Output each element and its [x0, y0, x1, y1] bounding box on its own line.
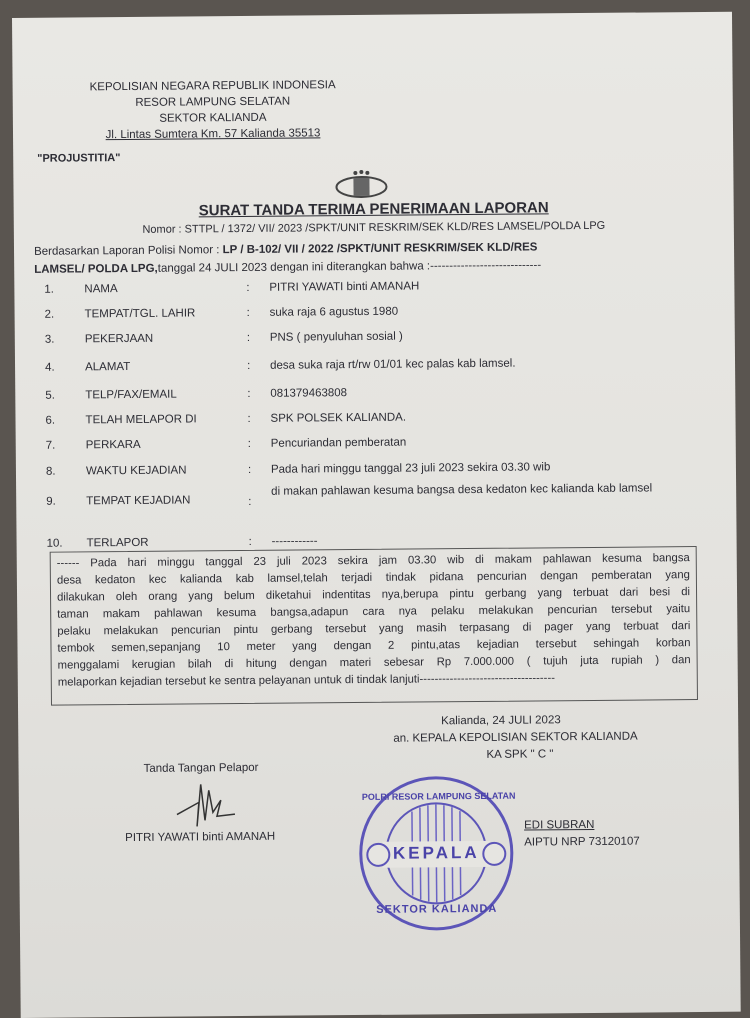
official-rank: AIPTU NRP 73120107 — [524, 835, 640, 849]
reporter-signature-icon — [169, 780, 239, 829]
field-row — [45, 409, 705, 437]
narrative-line: melaporkan kejadian tersebut ke sentra pelayanan untuk di tindak lanjuti------------------------------------ — [57, 672, 556, 689]
field-colon: : — [247, 463, 252, 476]
field-number: 5. — [45, 389, 55, 402]
field-value: PNS ( penyuluhan sosial ) — [269, 330, 403, 344]
field-value: di makan pahlawan kesuma bangsa desa kedaton kec kalianda kab lamsel — [271, 482, 653, 498]
field-value: Pencuriandan pemberatan — [270, 436, 407, 450]
narrative-line: desa kedaton kec kalianda kab lamsel,telah terjadi tindak pidana pencurian dengan pemberatan yang — [56, 569, 690, 587]
field-colon: : — [248, 535, 252, 548]
narrative-line: dilakukan oleh orang yang belum diketahui indentitas nya,berupa pintu gerbang yang terbuat dari besi di — [57, 586, 691, 604]
header-line2: RESOR LAMPUNG SELATAN — [135, 95, 291, 109]
document-number: Nomor : STTPL / 1372/ VII/ 2023 /SPKT/UNIT RESKRIM/SEK KLD/RES LAMSEL/POLDA LPG — [142, 219, 606, 236]
report-number: LP / B-102/ VII / 2022 /SPKT/UNIT RESKRIM/SEK KLD/RES — [222, 241, 538, 257]
field-value: Pada hari minggu tanggal 23 juli 2023 sekira 03.30 wib — [270, 461, 551, 476]
field-number: 4. — [45, 361, 55, 374]
field-label: TERLAPOR — [86, 536, 149, 550]
sign-place-date: Kalianda, 24 JULI 2023 — [441, 714, 561, 728]
field-label: WAKTU KEJADIAN — [85, 464, 187, 478]
report-document — [12, 12, 741, 1018]
intro-prefix: Berdasarkan Laporan Polisi Nomor : — [33, 244, 223, 258]
narrative-line: menggalami kerugian bilah di hitung dengan materi sebesar Rp 7.000.000 ( tujuh juta rupiah ) dan — [57, 654, 691, 672]
field-value: 081379463808 — [270, 387, 348, 400]
field-row — [46, 482, 706, 516]
stamp-center-text: KEPALA — [392, 842, 480, 863]
field-label: TEMPAT/TGL. LAHIR — [84, 307, 196, 321]
field-label: PERKARA — [85, 438, 141, 452]
field-label: TEMPAT KEJADIAN — [86, 494, 191, 508]
field-number: 1. — [44, 283, 55, 296]
document-title: SURAT TANDA TERIMA PENERIMAAN LAPORAN — [198, 199, 549, 220]
narrative-line: tembok semen,sepanjang 10 meter yang dengan 2 pintu,atas kejadian tersebut sehingah korban — [57, 637, 691, 655]
field-row — [46, 434, 706, 462]
narrative-line: ------ Pada hari minggu tanggal 23 juli 2023 sekira jam 03.30 wib di makam pahlawan kesuma bangsa — [56, 552, 690, 570]
intro-line2 — [34, 259, 541, 275]
official-name: EDI SUBRAN — [524, 818, 595, 832]
field-colon: : — [246, 281, 250, 294]
sign-position: KA SPK " C " — [486, 748, 554, 761]
field-number: 8. — [45, 465, 56, 478]
field-colon: : — [248, 495, 252, 508]
narrative-line: taman makam pahlawan kesuma bangsa,adapun cara nya pelaku melakukan pencurian tersebut yaitu — [57, 603, 691, 621]
field-colon: : — [246, 306, 250, 319]
field-row — [45, 328, 705, 356]
stamp-top-text: POLRI RESOR LAMPUNG SELATAN — [361, 790, 516, 802]
field-colon: : — [247, 437, 251, 450]
field-row — [45, 303, 705, 331]
field-value: PITRI YAWATI binti AMANAH — [269, 280, 420, 294]
field-label: TELP/FAX/EMAIL — [85, 388, 177, 402]
field-row — [45, 356, 705, 384]
field-number: 3. — [44, 333, 55, 346]
narrative-box — [50, 546, 698, 706]
header-address: Jl. Lintas Sumtera Km. 57 Kalianda 35513 — [105, 127, 321, 142]
field-label: TELAH MELAPOR DI — [85, 413, 197, 427]
projustitia: "PROJUSTITIA" — [37, 152, 121, 165]
narrative-line: pelaku melakukan pencurian pintu gerbang tersebut yang masih terpasang di pager yang terbuat dari — [57, 620, 691, 638]
field-row — [44, 278, 704, 306]
field-label: NAMA — [84, 283, 118, 296]
field-value: desa suka raja rt/rw 01/01 kec palas kab lamsel. — [269, 357, 516, 372]
field-label: ALAMAT — [84, 360, 131, 374]
field-number: 10. — [46, 537, 63, 550]
field-row — [45, 384, 705, 412]
official-stamp — [359, 776, 514, 931]
field-label: PEKERJAAN — [84, 332, 154, 346]
intro-suffix: tanggal 24 JULI 2023 dengan ini diterangkan bahwa :----------------------------- — [157, 259, 542, 275]
field-colon: : — [246, 359, 251, 372]
police-emblem-icon — [333, 169, 389, 199]
field-value: ------------ — [271, 535, 318, 548]
intro-line1 — [34, 241, 538, 257]
report-number-cont: LAMSEL/ POLDA LPG, — [34, 262, 158, 276]
header-line1: KEPOLISIAN NEGARA REPUBLIK INDONESIA — [89, 79, 336, 94]
field-value: SPK POLSEK KALIANDA. — [270, 411, 407, 425]
field-number: 6. — [45, 414, 56, 427]
field-number: 2. — [44, 308, 55, 321]
sign-on-behalf: an. KEPALA KEPOLISIAN SEKTOR KALIANDA — [393, 730, 638, 745]
field-colon: : — [247, 387, 251, 400]
reporter-name: PITRI YAWATI binti AMANAH — [125, 830, 276, 845]
field-number: 7. — [45, 439, 56, 452]
header-line3: SEKTOR KALIANDA — [159, 111, 267, 125]
field-number: 9. — [46, 495, 56, 508]
reporter-label: Tanda Tangan Pelapor — [143, 761, 259, 775]
field-colon: : — [246, 331, 251, 344]
field-value: suka raja 6 agustus 1980 — [269, 305, 399, 319]
stamp-bottom-text: SEKTOR KALIANDA — [376, 902, 498, 916]
field-colon: : — [247, 412, 251, 425]
